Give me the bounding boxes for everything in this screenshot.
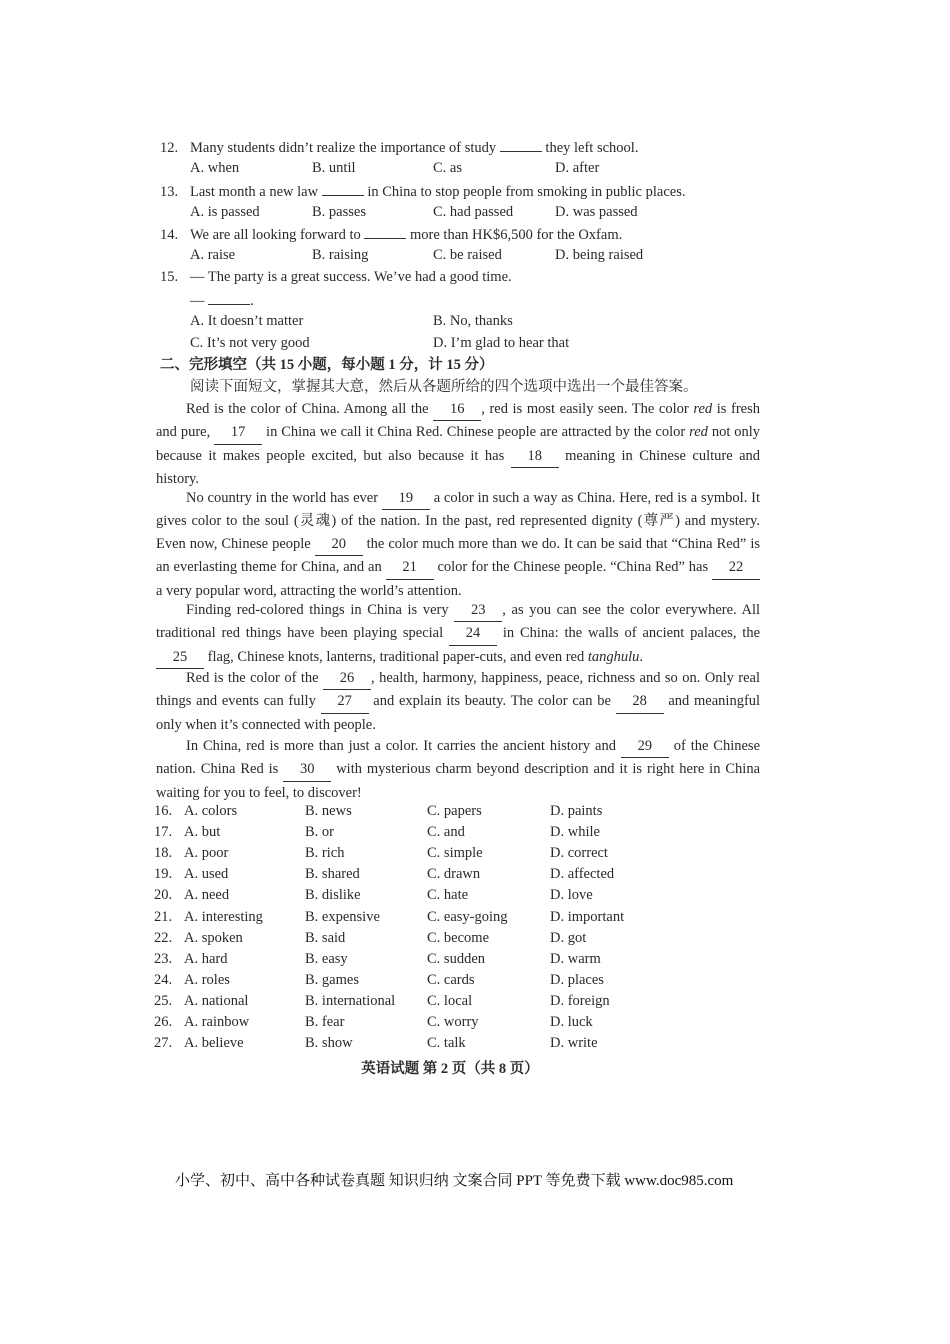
answer-option: C. easy-going — [427, 908, 508, 925]
passage-paragraph-1: Red is the color of China. Among all the 16 , red is most easily seen. The color red is fresh and pure, 17 in China we call it China Red. Chinese people are attracted by the color red not only because it makes people excited, but also because it has 18 meaning in Chinese culture and history. — [156, 398, 760, 491]
answer-number: 26. — [154, 1014, 173, 1030]
passage-paragraph-2: No country in the world has ever 19 a color in such a way as China. Here, red is a symbol. It gives color to the soul (灵魂) of the nation. In the past, red represented dignity (尊严) and mystery. Even now, Chinese people 20 the color much more than we do. It can be said that “China Red” is an everlasting theme for China, and an 21 color for the Chinese people. “China Red” has 22 a very popular word, attracting the world’s attention. — [156, 487, 760, 602]
answer-blank — [208, 290, 250, 305]
answer-option: C. worry — [427, 1014, 479, 1030]
page-number: 英语试题 第 2 页（共 8 页） — [361, 1061, 539, 1077]
exam-page: 12. Many students didn’t realize the importance of study they left school. A. when B. until C. as D. after 13. Last month a new law in China to stop people from smoking in public places. A. is passed B. passes C. had passed D. was passed 14. We are all looking forward to more than HK$6,500 for the Oxfam. A. raise B. raising C. be raised D. being raised 15. — The party is a great success. We’ve had a good time. — . A. It doesn’t matter B. No, thanks C. It’s not very good D. I’m glad to hear that 二、完形填空（共 15 小题，每小题 1 分，计 15 分） 阅读下面短文，掌握其大意，然后从各题所给的四个选项中选出一个最佳答案。 Red is the color of China. Among all the 16 , red is most easily seen. The color red is fresh and pure, 17 in China we call it China Red. Chinese people are attracted by the color red not only because it makes people excited, but also because it has 18 meaning in Chinese culture and history. No country in the world has ever 19 a color in such a way as China. Here, red is a symbol. It gives color to the soul (灵魂) of the nation. In the past, red represented dignity (尊严) and mystery. Even now, Chinese people 20 the color much more than we do. It can be said that “China Red” is an everlasting theme for China, and an 21 color for the Chinese people. “China Red” has 22 a very popular word, attracting the world’s attention. Finding red-colored things in China is very 23 , as you can see the color everywhere. All traditional red things have been playing special 24 in China: the walls of ancient palaces, the 25 flag, Chinese knots, lanterns, traditional paper-cuts, and even red tanghulu. Red is the color of the 26 , health, harmony, happiness, peace, richness and so on. Only real things and events can fully 27 and explain its beauty. The color can be 28 and meaningful only when it’s connected with people. In China, red is more than just a color. It carries the ancient history and 29 of the Chinese nation. China Red is 30 with mysterious charm beyond description and it is right here in China waiting for you to feel, to discover! 16. A. colors B. news C. papers D. paints 17. A. but B. or C. and D. while 18. A. poor B. rich C. simple D. correct 19. A. used B. shared C. drawn D. affected 20. A. need B. dislike C. hate D. love 21. A. interesting B. expensive C. easy-going D. important 22. A. spoken B. said C. become D. got 23. A. hard B. easy C. sudden D. warm 24. A. roles B. games C. cards D. places 25. A. national B. international C. local D. foreign 26. A. rainbow B. fear C. worry D. luck 27. A. believe B. show C. talk D. write 英语试题 第 2 页（共 8 页） 小学、初中、高中各种试卷真题 知识归纳 文案合同 PPT 等免费下载 www.doc985.com — [0, 0, 950, 1344]
answer-option: D. luck — [550, 1014, 593, 1030]
answer-option: A. but — [184, 824, 221, 841]
answer-option: D. love — [550, 887, 593, 904]
section-instruction: 阅读下面短文，掌握其大意，然后从各题所给的四个选项中选出一个最佳答案。 — [190, 379, 698, 395]
answer-option: B. fear — [305, 1014, 345, 1030]
answer-option: C. hate — [427, 887, 469, 904]
answer-option: B. or — [305, 824, 334, 841]
blank-17: 17 — [214, 421, 262, 444]
answer-blank — [322, 181, 364, 196]
answer-option: C. become — [427, 929, 490, 946]
answer-number: 19. — [154, 866, 173, 883]
question-15-reply: — . — [190, 290, 254, 310]
answer-option: C. simple — [427, 845, 483, 862]
answer-option: A. believe — [184, 1035, 244, 1052]
answer-option: B. international — [305, 992, 396, 1009]
answer-option: C. local — [427, 992, 473, 1009]
blank-23: 23 — [454, 599, 502, 622]
blank-22: 22 — [712, 556, 760, 579]
answer-option: C. talk — [427, 1035, 466, 1052]
answer-option: D. places — [550, 971, 604, 988]
answer-number: 25. — [154, 992, 173, 1009]
answer-blank — [364, 224, 406, 239]
answer-option: B. show — [305, 1035, 353, 1052]
blank-25: 25 — [156, 646, 204, 669]
answer-number: 22. — [154, 929, 173, 946]
answer-option: C. sudden — [427, 950, 485, 967]
question-12: 12. Many students didn’t realize the importance of study they left school. — [160, 137, 638, 157]
blank-29: 29 — [621, 735, 669, 758]
answer-blank — [500, 137, 542, 152]
blank-16: 16 — [433, 398, 481, 421]
answer-option: A. national — [184, 992, 249, 1009]
answer-option: D. paints — [550, 803, 603, 819]
answer-option: B. games — [305, 971, 359, 988]
blank-30: 30 — [283, 758, 331, 781]
answer-option: B. said — [305, 929, 346, 946]
site-footer: 小学、初中、高中各种试卷真题 知识归纳 文案合同 PPT 等免费下载 www.doc985.com — [175, 1173, 734, 1189]
answer-option: C. papers — [427, 803, 482, 819]
answer-option: A. colors — [184, 803, 238, 819]
answer-option: A. roles — [184, 971, 230, 988]
question-14: 14. We are all looking forward to more than HK$6,500 for the Oxfam. — [160, 224, 622, 244]
answer-option: D. write — [550, 1035, 598, 1052]
answer-option: D. got — [550, 929, 587, 946]
answer-option: B. easy — [305, 950, 348, 967]
answer-option: A. hard — [184, 950, 228, 967]
answer-number: 23. — [154, 950, 173, 967]
question-13: 13. Last month a new law in China to stop people from smoking in public places. — [160, 181, 685, 201]
answer-option: B. news — [305, 803, 352, 819]
answer-number: 20. — [154, 887, 173, 904]
answer-option: C. cards — [427, 971, 475, 988]
blank-28: 28 — [616, 690, 664, 713]
blank-26: 26 — [323, 667, 371, 690]
answer-option: D. important — [550, 908, 625, 925]
answer-number: 18. — [154, 845, 173, 862]
answer-option: A. poor — [184, 845, 229, 862]
answer-option: A. need — [184, 887, 230, 904]
answer-option: A. interesting — [184, 908, 263, 925]
answer-number: 24. — [154, 971, 173, 988]
passage-paragraph-3: Finding red-colored things in China is very 23 , as you can see the color everywhere. All traditional red things have been playing special 24 in China: the walls of ancient palaces, the 25 flag, Chinese knots, lanterns, traditional paper-cuts, and even red tanghulu. — [156, 599, 760, 669]
answer-option: A. spoken — [184, 929, 243, 946]
answer-option: B. dislike — [305, 887, 361, 904]
blank-19: 19 — [382, 487, 430, 510]
blank-24: 24 — [449, 622, 497, 645]
answer-number: 21. — [154, 908, 173, 925]
answer-number: 27. — [154, 1035, 173, 1052]
answer-option: C. drawn — [427, 866, 481, 883]
answer-option: B. expensive — [305, 908, 380, 925]
answer-option: B. rich — [305, 845, 345, 862]
answer-option: D. while — [550, 824, 600, 841]
answer-option: D. affected — [550, 866, 615, 883]
blank-27: 27 — [321, 690, 369, 713]
blank-18: 18 — [511, 445, 559, 468]
blank-20: 20 — [315, 533, 363, 556]
section-heading: 二、完形填空（共 15 小题，每小题 1 分，计 15 分） — [160, 357, 494, 373]
answer-option: D. correct — [550, 845, 608, 862]
answer-number: 17. — [154, 824, 173, 841]
answer-number: 16. — [154, 803, 173, 819]
answer-option: B. shared — [305, 866, 360, 883]
blank-21: 21 — [386, 556, 434, 579]
answer-option: D. warm — [550, 950, 601, 967]
answer-option: C. and — [427, 824, 465, 841]
passage-paragraph-5: In China, red is more than just a color. It carries the ancient history and 29 of the Chinese nation. China Red is 30 with mysterious charm beyond description and it is right here in China waiting for you to feel, to discover! — [156, 735, 760, 804]
question-15: 15. — The party is a great success. We’ve had a good time. — [160, 269, 512, 285]
passage-paragraph-4: Red is the color of the 26 , health, harmony, happiness, peace, richness and so on. Only real things and events can fully 27 and explain its beauty. The color can be 28 and meaningful only when it’s connected with people. — [156, 667, 760, 736]
answer-option: D. foreign — [550, 992, 610, 1009]
answer-option: A. used — [184, 866, 229, 883]
answer-option: A. rainbow — [184, 1014, 250, 1030]
